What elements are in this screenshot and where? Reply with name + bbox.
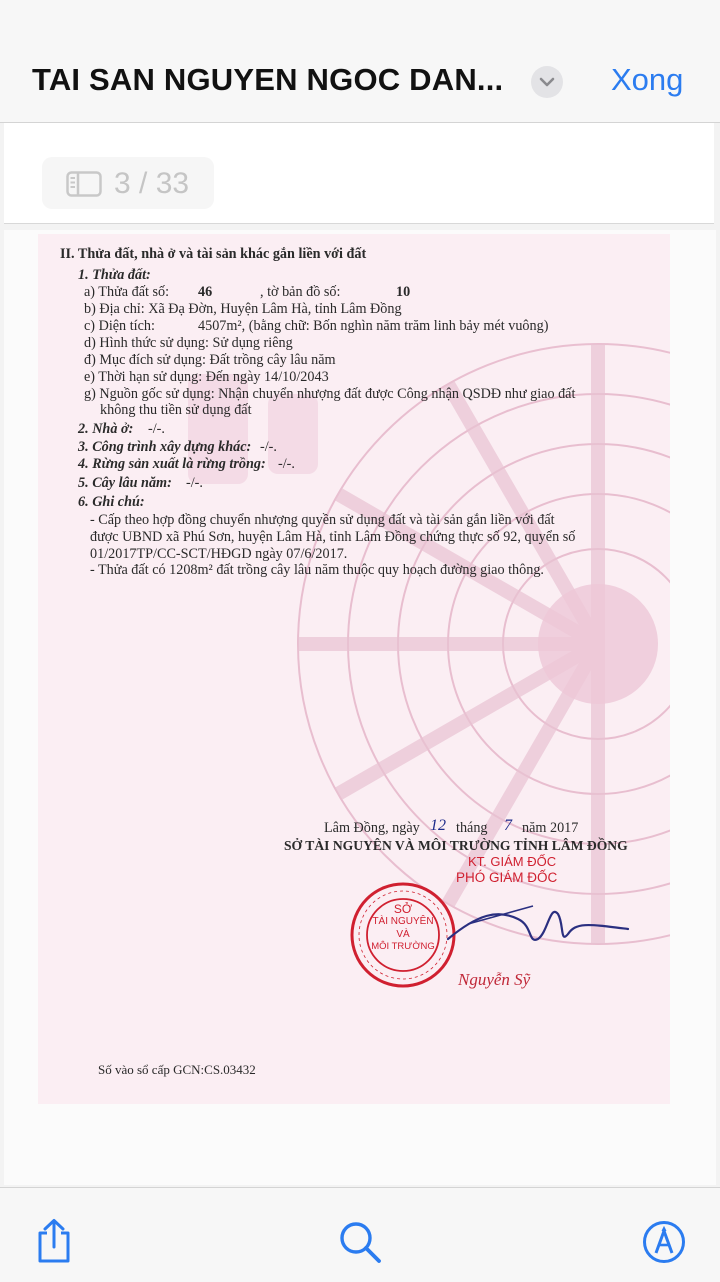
origin-line-2: không thu tiền sử dụng đất [100, 402, 252, 418]
section-5-label: 5. Cây lâu năm: [78, 475, 172, 491]
document-page [38, 234, 670, 1104]
signature-mark [438, 884, 638, 964]
section-2-value: -/-. [148, 421, 165, 437]
share-button[interactable] [34, 1218, 74, 1269]
usage-form-line: d) Hình thức sử dụng: Sử dụng riêng [84, 335, 293, 351]
page-strip [4, 123, 714, 224]
area-value: 4507m², (bằng chữ: Bốn nghìn năm trăm linh bảy mét vuông) [198, 318, 549, 334]
usage-purpose-line: đ) Mục đích sử dụng: Đất trồng cây lâu năm [84, 352, 336, 368]
section-6-title: 6. Ghi chú: [78, 494, 145, 510]
section-heading: II. Thửa đất, nhà ở và tài sản khác gắn liền với đất [60, 246, 367, 262]
done-button[interactable]: Xong [611, 62, 684, 97]
seal-text-4: MÔI TRƯỜNG [371, 941, 435, 952]
seal-text-3: VÀ [396, 929, 410, 940]
search-button[interactable] [338, 1220, 382, 1269]
date-year: năm 2017 [522, 820, 579, 836]
bottom-toolbar [0, 1187, 720, 1282]
share-icon [34, 1218, 74, 1264]
sidebar-icon [66, 171, 102, 197]
search-icon [338, 1220, 382, 1264]
section-3-value: -/-. [260, 439, 277, 455]
document-viewer[interactable] [4, 230, 716, 1185]
title-menu-button[interactable] [531, 66, 563, 98]
seal-text-2: TÀI NGUYÊN [372, 916, 434, 927]
note-line-2: được UBND xã Phú Sơn, huyện Lâm Hà, tỉnh Lâm Đồng chứng thực số 92, quyển số [90, 529, 576, 545]
navigation-bar [0, 0, 720, 123]
section-3-label: 3. Công trình xây dựng khác: [78, 439, 252, 455]
section-2-label: 2. Nhà ở: [78, 421, 134, 437]
section-1-title: 1. Thửa đất: [78, 267, 151, 283]
date-month: 7 [504, 817, 512, 834]
chevron-down-icon [539, 76, 555, 88]
map-sheet-value: 10 [396, 284, 411, 300]
signer-name: Nguyễn Sỹ [458, 970, 531, 989]
date-day: 12 [430, 817, 446, 834]
issuing-authority: SỞ TÀI NGUYÊN VÀ MÔI TRƯỜNG TỈNH LÂM ĐỒNG [284, 838, 628, 853]
date-prefix: Lâm Đồng, ngày [324, 820, 420, 836]
note-line-4: - Thửa đất có 1208m² đất trồng cây lâu năm thuộc quy hoạch đường giao thông. [90, 562, 544, 578]
map-sheet-label: , tờ bản đồ số: [260, 284, 341, 300]
section-5-value: -/-. [186, 475, 203, 491]
area-label: c) Diện tích: [84, 318, 155, 334]
parcel-number-value: 46 [198, 284, 213, 300]
seal-text-1: SỞ [393, 902, 413, 916]
kt-director: KT. GIÁM ĐỐC [468, 854, 557, 869]
date-month-label: tháng [456, 820, 488, 836]
markup-icon [642, 1220, 686, 1264]
registry-number: Số vào sổ cấp GCN:CS.03432 [98, 1062, 256, 1077]
page-indicator[interactable] [42, 157, 214, 209]
deputy-director: PHÓ GIÁM ĐỐC [456, 870, 558, 885]
address-line: b) Địa chỉ: Xã Đạ Đờn, Huyện Lâm Hà, tỉnh Lâm Đồng [84, 301, 402, 317]
note-line-1: - Cấp theo hợp đồng chuyển nhượng quyền sử dụng đất và tài sản gắn liền với đất [90, 512, 555, 528]
page-count: 3 / 33 [114, 167, 190, 200]
usage-term-line: e) Thời hạn sử dụng: Đến ngày 14/10/2043 [84, 369, 329, 385]
parcel-number-label: a) Thửa đất số: [84, 284, 170, 300]
markup-button[interactable] [642, 1220, 686, 1269]
section-4-value: -/-. [278, 456, 295, 472]
section-4-label: 4. Rừng sản xuất là rừng trồng: [78, 456, 266, 472]
origin-line-1: g) Nguồn gốc sử dụng: Nhận chuyển nhượng đất được Công nhận QSDĐ như giao đất [84, 386, 576, 402]
note-line-3: 01/2017TP/CC-SCT/HĐGD ngày 07/6/2017. [90, 546, 348, 562]
document-title[interactable]: TAI SAN NGUYEN NGOC DAN... [32, 62, 504, 97]
